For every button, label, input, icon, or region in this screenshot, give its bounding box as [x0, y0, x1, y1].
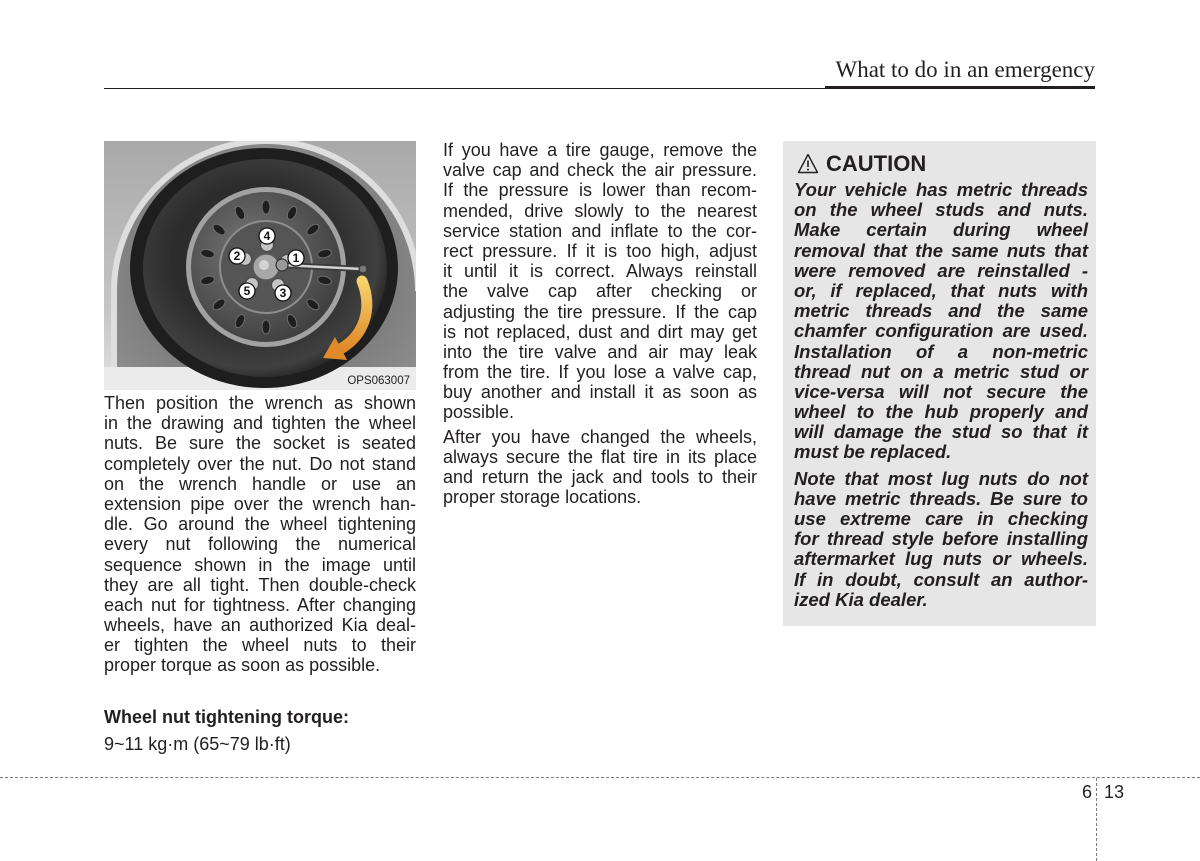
nut-label-number: 5: [243, 284, 251, 299]
text-line: wheel to the hub properly and: [794, 401, 1088, 423]
text-line: in the drawing and tighten the wheel: [104, 413, 416, 434]
text-line: use extreme care in checking: [794, 508, 1088, 529]
text-line: er tighten the wheel nuts to their: [104, 635, 416, 656]
text-line: Note that most lug nuts do not: [794, 467, 1088, 489]
hub-cap-highlight: [259, 260, 269, 270]
nut-label-number: 3: [279, 286, 287, 301]
text-line: the valve cap after checking or: [443, 281, 757, 302]
text-line: or, if replaced, that nuts with: [794, 279, 1088, 301]
warning-exclamation-dot: [807, 169, 809, 171]
caution-paragraph-metric-threads: [794, 180, 1088, 463]
text-line: service station and inflate to the cor-: [443, 220, 757, 241]
text-line: aftermarket lug nuts or wheels.: [794, 548, 1088, 570]
wrench-tightening-paragraph: [104, 393, 416, 676]
text-line: it until it is correct. Always reinstall: [443, 261, 757, 282]
text-line: sequence shown in the image until: [104, 554, 416, 575]
caution-box: [783, 141, 1096, 626]
nut-label-3: [275, 285, 291, 301]
flat-tire-storage-paragraph: [443, 427, 757, 508]
text-line: is not replaced, dust and dirt may get: [443, 321, 757, 342]
torque-value: 9~11 kg·m (65~79 lb·ft): [104, 734, 291, 754]
text-line: chamfer configuration are used.: [794, 320, 1088, 342]
caution-paragraph-lug-nuts: [794, 469, 1088, 610]
text-line: they are all tight. Then double-check: [104, 574, 416, 595]
text-line: must be replaced.: [794, 441, 952, 463]
text-line: on the wrench handle or use an: [104, 473, 416, 494]
text-line: extension pipe over the wrench han-: [104, 493, 416, 514]
warning-triangle-icon: [797, 153, 819, 174]
text-line: wheels, have an authorized Kia deal-: [104, 615, 416, 636]
chapter-number: 6: [1081, 782, 1092, 802]
wrench-socket: [276, 259, 288, 271]
text-line: were removed are reinstalled -: [794, 259, 1088, 281]
footer-rule: [0, 777, 1200, 778]
header-rule-accent: [825, 86, 1095, 89]
text-line: Make certain during wheel: [794, 219, 1088, 241]
nut-label-2: [229, 248, 245, 264]
text-line: will damage the stud so that it: [794, 421, 1088, 443]
torque-heading: Wheel nut tightening torque:: [104, 707, 349, 727]
text-line: After you have changed the wheels,: [443, 426, 757, 447]
nut-label-number: 2: [233, 249, 241, 264]
text-line: have metric threads. Be sure to: [794, 487, 1088, 509]
text-line: for thread style before installing: [794, 528, 1088, 550]
nut-label-number: 4: [263, 229, 271, 244]
text-line: proper torque as soon as possible.: [104, 655, 381, 676]
caution-text: [794, 180, 1088, 610]
text-line: thread nut on a metric stud or: [794, 360, 1088, 382]
text-line: valve cap and check the air pressure.: [443, 160, 757, 181]
text-line: Your vehicle has metric threads: [794, 179, 1088, 200]
text-line: possible.: [443, 402, 515, 423]
text-line: each nut for tightness. After changing: [104, 594, 416, 615]
text-line: completely over the nut. Do not stand: [104, 453, 416, 474]
text-line: Then position the wrench as shown: [104, 393, 416, 413]
wheel-figure: [104, 141, 416, 390]
rim-vent-hole: [262, 200, 270, 214]
text-line: If you have a tire gauge, remove the: [443, 140, 757, 160]
text-line: removal that the same nuts that: [794, 239, 1088, 261]
page-number: 13: [1104, 782, 1125, 802]
text-line: dle. Go around the wheel tightening: [104, 514, 416, 535]
text-line: If the pressure is lower than recom-: [443, 180, 757, 201]
text-line: into the tire valve and air may leak: [443, 341, 757, 362]
text-line: mended, drive slowly to the nearest: [443, 200, 757, 221]
text-line: from the tire. If you lose a valve cap,: [443, 362, 757, 383]
text-line: on the wheel studs and nuts.: [794, 199, 1088, 221]
text-line: Installation of a non-metric: [794, 340, 1088, 362]
text-line: always secure the flat tire in its place: [443, 446, 757, 467]
text-line: ized Kia dealer.: [794, 588, 928, 610]
text-line: buy another and install it as soon as: [443, 382, 757, 403]
text-line: adjusting the tire pressure. If the cap: [443, 301, 757, 322]
text-line: nuts. Be sure the socket is seated: [104, 433, 416, 454]
text-line: proper storage locations.: [443, 487, 642, 508]
nut-label-4: [259, 228, 275, 244]
section-title: What to do in an emergency: [835, 57, 1095, 82]
text-line: rect pressure. If it is too high, adjust: [443, 240, 757, 261]
wrench-grip-end: [359, 265, 367, 273]
footer-divider: [1096, 778, 1097, 861]
text-line: every nut following the numerical: [104, 534, 416, 555]
figure-caption: OPS063007: [347, 375, 410, 387]
rim-vent-hole: [262, 320, 270, 334]
tire-pressure-paragraph: [443, 140, 757, 423]
nut-label-1: [288, 250, 304, 266]
middle-column: [443, 140, 757, 507]
text-line: vice-versa will not secure the: [794, 380, 1088, 402]
text-line: metric threads and the same: [794, 300, 1088, 322]
nut-label-number: 1: [292, 251, 300, 266]
caution-title: CAUTION: [826, 151, 927, 176]
text-line: If in doubt, consult an author-: [794, 568, 1088, 590]
header-rule: [104, 88, 825, 89]
nut-label-5: [239, 283, 255, 299]
text-line: and return the jack and tools to their: [443, 467, 757, 487]
